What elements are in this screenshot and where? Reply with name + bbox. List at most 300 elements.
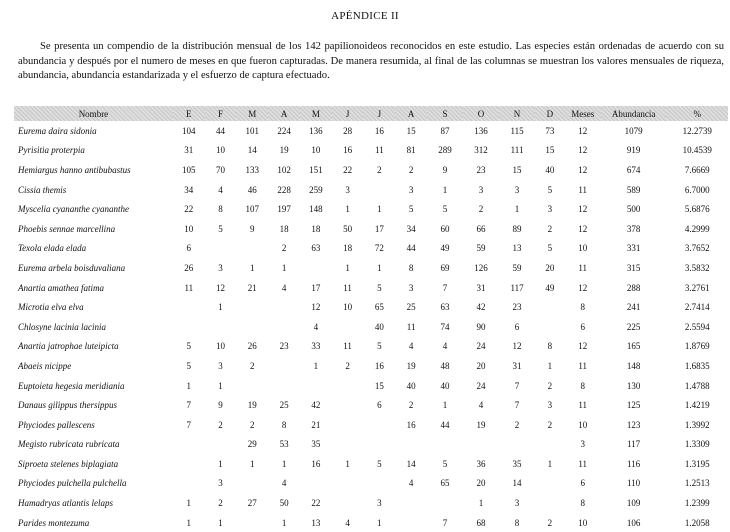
- month-count-cell: [363, 435, 395, 455]
- month-count-cell: 35: [512, 458, 522, 469]
- month-count-cell: 126: [474, 262, 488, 273]
- month-count-cell: 1: [250, 458, 255, 469]
- month-count-cell: 3: [345, 184, 350, 195]
- table-row: [14, 513, 728, 532]
- month-count-cell: 7: [514, 380, 520, 391]
- month-count-cell: 11: [343, 341, 352, 352]
- month-count-cell: [173, 454, 205, 474]
- species-name-cell: Phoebis sennae marcellina: [18, 223, 116, 234]
- month-count-cell: 133: [245, 164, 260, 175]
- percent-cell: 10.4539: [682, 145, 712, 156]
- month-count-cell: 101: [245, 125, 260, 136]
- month-count-cell: 1: [186, 498, 192, 509]
- table-row: [14, 454, 728, 474]
- month-count-cell: 4: [442, 341, 448, 352]
- percent-cell: 2.5594: [684, 321, 710, 332]
- month-count-cell: 3: [408, 282, 414, 293]
- month-count-cell: 5: [442, 458, 448, 469]
- month-count-cell: 4: [281, 478, 287, 489]
- month-count-cell: 3: [218, 360, 223, 371]
- month-count-cell: 2: [377, 164, 382, 175]
- meses-cell: 3: [580, 439, 585, 450]
- month-count-cell: 25: [406, 302, 416, 313]
- month-count-cell: [499, 435, 535, 455]
- month-count-cell: 23: [512, 302, 522, 313]
- species-name-cell: Siproeta stelenes biplagiata: [18, 458, 119, 469]
- species-name-cell: Myscelia cyananthe cyananthe: [18, 204, 129, 215]
- species-name-cell: Euptoieta hegesia meridiania: [18, 380, 125, 391]
- table-row: [14, 160, 728, 180]
- month-count-cell: 11: [406, 321, 416, 332]
- month-count-cell: 65: [440, 478, 450, 489]
- percent-cell: 3.5832: [684, 262, 710, 273]
- month-count-cell: 63: [440, 302, 450, 313]
- month-count-cell: [268, 317, 300, 337]
- table-row: [14, 395, 728, 415]
- month-count-cell: [395, 513, 427, 532]
- month-count-cell: 15: [406, 125, 416, 136]
- month-count-cell: [463, 435, 499, 455]
- percent-cell: 1.2513: [684, 478, 710, 489]
- month-count-cell: 14: [247, 145, 257, 156]
- abundancia-cell: 130: [626, 380, 641, 391]
- col-header-meses: Meses: [565, 106, 601, 121]
- table-header-row: [14, 106, 728, 121]
- month-count-cell: 22: [311, 498, 321, 509]
- abundancia-cell: 500: [626, 204, 641, 215]
- month-count-cell: [535, 297, 565, 317]
- month-count-cell: 289: [438, 145, 452, 156]
- month-count-cell: 12: [311, 302, 321, 313]
- month-count-cell: 70: [216, 164, 226, 175]
- month-count-cell: 74: [440, 321, 450, 332]
- month-count-cell: 17: [311, 282, 321, 293]
- month-count-cell: [236, 474, 268, 494]
- month-count-cell: 9: [442, 164, 448, 175]
- month-count-cell: 1: [218, 458, 223, 469]
- month-count-cell: [332, 395, 364, 415]
- abundancia-cell: 288: [626, 282, 641, 293]
- species-name-cell: Megisto rubricata rubricata: [18, 439, 120, 450]
- month-count-cell: 49: [545, 282, 555, 293]
- month-count-cell: 2: [250, 419, 255, 430]
- month-count-cell: 1: [345, 458, 350, 469]
- species-name-cell: Texola elada elada: [18, 243, 87, 254]
- month-count-cell: 59: [476, 243, 486, 254]
- month-count-cell: 81: [406, 145, 416, 156]
- month-count-cell: 5: [377, 282, 382, 293]
- month-count-cell: 4: [218, 184, 223, 195]
- species-name-cell: Phyciodes pallescens: [18, 419, 95, 430]
- month-count-cell: [236, 376, 268, 396]
- meses-cell: 11: [578, 184, 588, 195]
- table-row: [14, 180, 728, 200]
- month-count-cell: 19: [406, 360, 416, 371]
- month-count-cell: 1: [250, 262, 255, 273]
- meses-cell: 12: [578, 223, 588, 234]
- month-count-cell: 35: [311, 439, 321, 450]
- month-count-cell: 3: [547, 400, 553, 411]
- month-count-cell: 21: [247, 282, 257, 293]
- month-count-cell: 1: [218, 302, 223, 313]
- month-count-cell: 4: [408, 478, 414, 489]
- species-name-cell: Pyrisitia proterpia: [18, 145, 85, 156]
- month-count-cell: 5: [408, 204, 414, 215]
- month-count-cell: 26: [247, 341, 257, 352]
- abundancia-cell: 378: [626, 223, 641, 234]
- col-header-a: A: [268, 106, 300, 121]
- intro-paragraph: Se presenta un compendio de la distribución mensual de los 142 papilionoideos reconocidos en este estudio. Las especies están ordenadas de acuerdo con su abundancia y después por el numero de meses en que fueron capturadas. De manera resumida, al final de las columnas se muestran los valores mensuales de riqueza, abundancia, abundancia estandarizada y el esfuerzo de captura efectuado.: [18, 41, 724, 81]
- month-count-cell: 1: [186, 517, 192, 528]
- month-count-cell: 73: [545, 125, 555, 136]
- month-count-cell: [363, 180, 395, 200]
- month-count-cell: 20: [545, 262, 555, 273]
- abundancia-cell: 110: [626, 478, 641, 489]
- species-name-cell: Danaus gilippus thersippus: [18, 400, 118, 411]
- abundancia-cell: 117: [626, 439, 641, 450]
- percent-cell: 1.3992: [684, 419, 710, 430]
- month-count-cell: 68: [476, 517, 486, 528]
- month-count-cell: 2: [547, 517, 553, 528]
- month-count-cell: 2: [408, 400, 414, 411]
- month-count-cell: 40: [406, 380, 416, 391]
- table-body: [14, 121, 728, 532]
- month-count-cell: 29: [247, 439, 257, 450]
- month-count-cell: 104: [182, 125, 196, 136]
- month-count-cell: [173, 435, 205, 455]
- month-count-cell: 5: [377, 341, 382, 352]
- month-count-cell: 4: [408, 341, 414, 352]
- col-header-s: S: [427, 106, 463, 121]
- meses-cell: 10: [578, 517, 588, 528]
- month-count-cell: 107: [245, 204, 260, 215]
- month-count-cell: 22: [184, 204, 194, 215]
- month-count-cell: 40: [545, 164, 555, 175]
- month-count-cell: 15: [374, 380, 384, 391]
- percent-cell: 1.4219: [684, 400, 710, 411]
- month-count-cell: 89: [512, 223, 522, 234]
- species-name-cell: Hemiargus hanno antibubastus: [18, 164, 131, 175]
- species-name-cell: Anartia jatrophae luteipicta: [18, 341, 119, 352]
- meses-cell: 10: [578, 419, 588, 430]
- meses-cell: 10: [578, 243, 588, 254]
- species-name-cell: Parides montezuma: [18, 517, 90, 528]
- month-count-cell: 25: [279, 400, 289, 411]
- table-row: [14, 297, 728, 317]
- month-count-cell: 1: [377, 517, 382, 528]
- month-count-cell: 2: [547, 223, 553, 234]
- month-count-cell: 3: [408, 184, 414, 195]
- table-row: [14, 239, 728, 259]
- species-name-cell: Hamadryas atlantis lelaps: [18, 498, 114, 509]
- species-name-cell: Cissia themis: [18, 184, 67, 195]
- col-header-f: F: [205, 106, 237, 121]
- month-count-cell: [300, 258, 332, 278]
- abundancia-cell: 123: [626, 419, 641, 430]
- month-count-cell: 16: [374, 360, 384, 371]
- month-count-cell: 1: [345, 262, 350, 273]
- col-header-n: N: [499, 106, 535, 121]
- month-count-cell: [300, 376, 332, 396]
- col-header-m: M: [236, 106, 268, 121]
- month-count-cell: 46: [247, 184, 257, 195]
- month-count-cell: [173, 474, 205, 494]
- abundancia-cell: 109: [626, 498, 641, 509]
- month-count-cell: 16: [374, 125, 384, 136]
- table-row: [14, 121, 728, 141]
- table-row: [14, 278, 728, 298]
- month-count-cell: 11: [184, 282, 194, 293]
- month-count-cell: 6: [186, 243, 192, 254]
- meses-cell: 12: [578, 341, 588, 352]
- table-row: [14, 474, 728, 494]
- month-count-cell: [363, 415, 395, 435]
- abundancia-cell: 1079: [624, 125, 643, 136]
- month-count-cell: 4: [313, 321, 319, 332]
- meses-cell: 8: [580, 302, 585, 313]
- species-name-cell: Chlosyne lacinia lacinia: [18, 321, 106, 332]
- month-count-cell: 2: [218, 419, 223, 430]
- month-count-cell: 111: [510, 145, 524, 156]
- percent-cell: 1.3195: [684, 458, 710, 469]
- month-count-cell: 1: [281, 262, 287, 273]
- month-count-cell: [173, 317, 205, 337]
- percent-cell: 1.6835: [684, 360, 710, 371]
- meses-cell: 12: [578, 145, 588, 156]
- month-count-cell: 18: [279, 223, 289, 234]
- percent-cell: 1.2058: [684, 517, 710, 528]
- month-count-cell: 105: [182, 164, 196, 175]
- percent-cell: 6.7000: [684, 184, 710, 195]
- month-count-cell: 42: [311, 400, 321, 411]
- meses-cell: 11: [578, 458, 588, 469]
- col-header-nombre: Nombre: [14, 106, 173, 121]
- month-count-cell: 72: [374, 243, 384, 254]
- month-count-cell: [332, 376, 364, 396]
- month-count-cell: 31: [476, 282, 486, 293]
- month-count-cell: 17: [374, 223, 384, 234]
- month-count-cell: 33: [311, 341, 321, 352]
- meses-cell: 12: [578, 204, 588, 215]
- month-count-cell: 31: [184, 145, 194, 156]
- month-count-cell: 3: [514, 498, 520, 509]
- month-count-cell: 5: [186, 360, 192, 371]
- month-count-cell: 16: [406, 419, 416, 430]
- month-count-cell: 20: [476, 478, 486, 489]
- month-count-cell: 65: [374, 302, 384, 313]
- month-count-cell: [395, 435, 427, 455]
- month-count-cell: 5: [186, 341, 192, 352]
- month-count-cell: 228: [277, 184, 291, 195]
- col-header-a2: A: [395, 106, 427, 121]
- month-count-cell: 50: [279, 498, 289, 509]
- table-row: [14, 141, 728, 161]
- month-count-cell: 50: [343, 223, 353, 234]
- month-count-cell: 90: [476, 321, 486, 332]
- month-count-cell: [268, 297, 300, 317]
- month-count-cell: 136: [309, 125, 323, 136]
- month-count-cell: 8: [281, 419, 287, 430]
- month-count-cell: 59: [512, 262, 522, 273]
- species-name-cell: Abaeis nicippe: [18, 360, 72, 371]
- month-count-cell: 19: [279, 145, 289, 156]
- month-count-cell: [236, 513, 268, 532]
- percent-cell: 1.3309: [684, 439, 710, 450]
- month-count-cell: 11: [375, 145, 384, 156]
- meses-cell: 11: [578, 400, 588, 411]
- month-count-cell: 1: [281, 517, 287, 528]
- abundancia-cell: 116: [626, 458, 641, 469]
- table-row: [14, 337, 728, 357]
- month-count-cell: 49: [440, 243, 450, 254]
- month-count-cell: 8: [514, 517, 520, 528]
- table-row: [14, 356, 728, 376]
- month-count-cell: 102: [277, 164, 291, 175]
- month-count-cell: 197: [277, 204, 291, 215]
- month-count-cell: [236, 239, 268, 259]
- percent-cell: 2.7414: [684, 302, 710, 313]
- month-count-cell: 3: [218, 478, 223, 489]
- month-count-cell: 16: [311, 458, 321, 469]
- month-count-cell: 3: [514, 184, 520, 195]
- month-count-cell: 1: [547, 360, 553, 371]
- month-count-cell: [535, 474, 565, 494]
- month-count-cell: 7: [514, 400, 520, 411]
- abundancia-cell: 165: [626, 341, 641, 352]
- percent-cell: 5.6876: [684, 204, 710, 215]
- month-count-cell: 136: [474, 125, 488, 136]
- month-count-cell: 1: [377, 262, 382, 273]
- month-count-cell: [427, 435, 463, 455]
- month-count-cell: 1: [345, 204, 350, 215]
- month-count-cell: 10: [311, 145, 321, 156]
- species-name-cell: Anartia amathea fatima: [18, 282, 104, 293]
- month-count-cell: 1: [186, 380, 192, 391]
- month-count-cell: 44: [406, 243, 416, 254]
- month-count-cell: [236, 297, 268, 317]
- month-count-cell: 5: [218, 223, 223, 234]
- month-count-cell: 224: [277, 125, 291, 136]
- month-count-cell: 36: [476, 458, 486, 469]
- col-header-e: E: [173, 106, 205, 121]
- month-count-cell: 1: [442, 400, 448, 411]
- month-count-cell: 27: [247, 498, 257, 509]
- meses-cell: 11: [578, 360, 588, 371]
- month-count-cell: 19: [247, 400, 257, 411]
- month-count-cell: 1: [514, 204, 520, 215]
- month-count-cell: 87: [440, 125, 450, 136]
- month-count-cell: 18: [311, 223, 321, 234]
- month-count-cell: 10: [216, 145, 226, 156]
- month-count-cell: 13: [512, 243, 522, 254]
- month-count-cell: 12: [512, 341, 522, 352]
- abundancia-cell: 674: [626, 164, 641, 175]
- col-header-d: D: [535, 106, 565, 121]
- month-count-cell: 5: [547, 184, 553, 195]
- month-count-cell: [535, 435, 565, 455]
- month-count-cell: 2: [250, 360, 255, 371]
- abundancia-cell: 225: [626, 321, 641, 332]
- col-header-j: J: [332, 106, 364, 121]
- col-header-abundancia: Abundancia: [601, 106, 667, 121]
- month-count-cell: 21: [311, 419, 321, 430]
- month-count-cell: 6: [514, 321, 520, 332]
- month-count-cell: [427, 493, 463, 513]
- month-count-cell: [268, 376, 300, 396]
- month-count-cell: 5: [442, 204, 448, 215]
- month-count-cell: 24: [476, 380, 486, 391]
- month-count-cell: 23: [279, 341, 289, 352]
- month-count-cell: 44: [216, 125, 226, 136]
- month-count-cell: 14: [512, 478, 522, 489]
- month-count-cell: 1: [442, 184, 448, 195]
- month-count-cell: 42: [476, 302, 486, 313]
- month-count-cell: 7: [442, 282, 448, 293]
- month-count-cell: 8: [408, 262, 414, 273]
- percent-cell: 4.2999: [684, 223, 710, 234]
- table-row: [14, 219, 728, 239]
- month-count-cell: 1: [547, 458, 553, 469]
- meses-cell: 12: [578, 125, 588, 136]
- month-count-cell: 53: [279, 439, 289, 450]
- month-count-cell: 10: [343, 302, 353, 313]
- species-name-cell: Microtia elva elva: [18, 302, 84, 313]
- abundancia-cell: 241: [626, 302, 641, 313]
- month-count-cell: 1: [218, 380, 223, 391]
- month-count-cell: 312: [474, 145, 488, 156]
- month-count-cell: 5: [377, 458, 382, 469]
- abundancia-cell: 106: [626, 517, 641, 528]
- month-count-cell: 117: [510, 282, 524, 293]
- month-count-cell: 11: [343, 282, 352, 293]
- table-row: [14, 435, 728, 455]
- month-count-cell: 31: [512, 360, 522, 371]
- abundancia-cell: 125: [626, 400, 641, 411]
- month-count-cell: 7: [186, 419, 192, 430]
- month-count-cell: 69: [440, 262, 450, 273]
- table-row: [14, 258, 728, 278]
- month-count-cell: [535, 493, 565, 513]
- abundancia-cell: 919: [626, 145, 641, 156]
- month-count-cell: 8: [547, 341, 553, 352]
- month-count-cell: [268, 356, 300, 376]
- col-header-j2: J: [363, 106, 395, 121]
- month-count-cell: 28: [343, 125, 353, 136]
- month-count-cell: 12: [216, 282, 226, 293]
- month-count-cell: 14: [406, 458, 416, 469]
- species-name-cell: Phyciodes pulchella pulchella: [18, 478, 127, 489]
- percent-cell: 1.8769: [684, 341, 710, 352]
- month-count-cell: 26: [184, 262, 194, 273]
- col-header-percent: %: [666, 106, 728, 121]
- month-count-cell: 18: [343, 243, 353, 254]
- meses-cell: 11: [578, 262, 588, 273]
- month-count-cell: [332, 317, 364, 337]
- month-count-cell: 6: [377, 400, 382, 411]
- meses-cell: 6: [580, 321, 585, 332]
- table-row: [14, 415, 728, 435]
- month-count-cell: 5: [547, 243, 553, 254]
- month-count-cell: [332, 415, 364, 435]
- meses-cell: 8: [580, 380, 585, 391]
- table-row: [14, 317, 728, 337]
- col-header-m2: M: [300, 106, 332, 121]
- month-count-cell: [300, 474, 332, 494]
- month-count-cell: [205, 239, 237, 259]
- month-count-cell: 148: [309, 204, 323, 215]
- month-count-cell: 1: [478, 498, 484, 509]
- meses-cell: 12: [578, 282, 588, 293]
